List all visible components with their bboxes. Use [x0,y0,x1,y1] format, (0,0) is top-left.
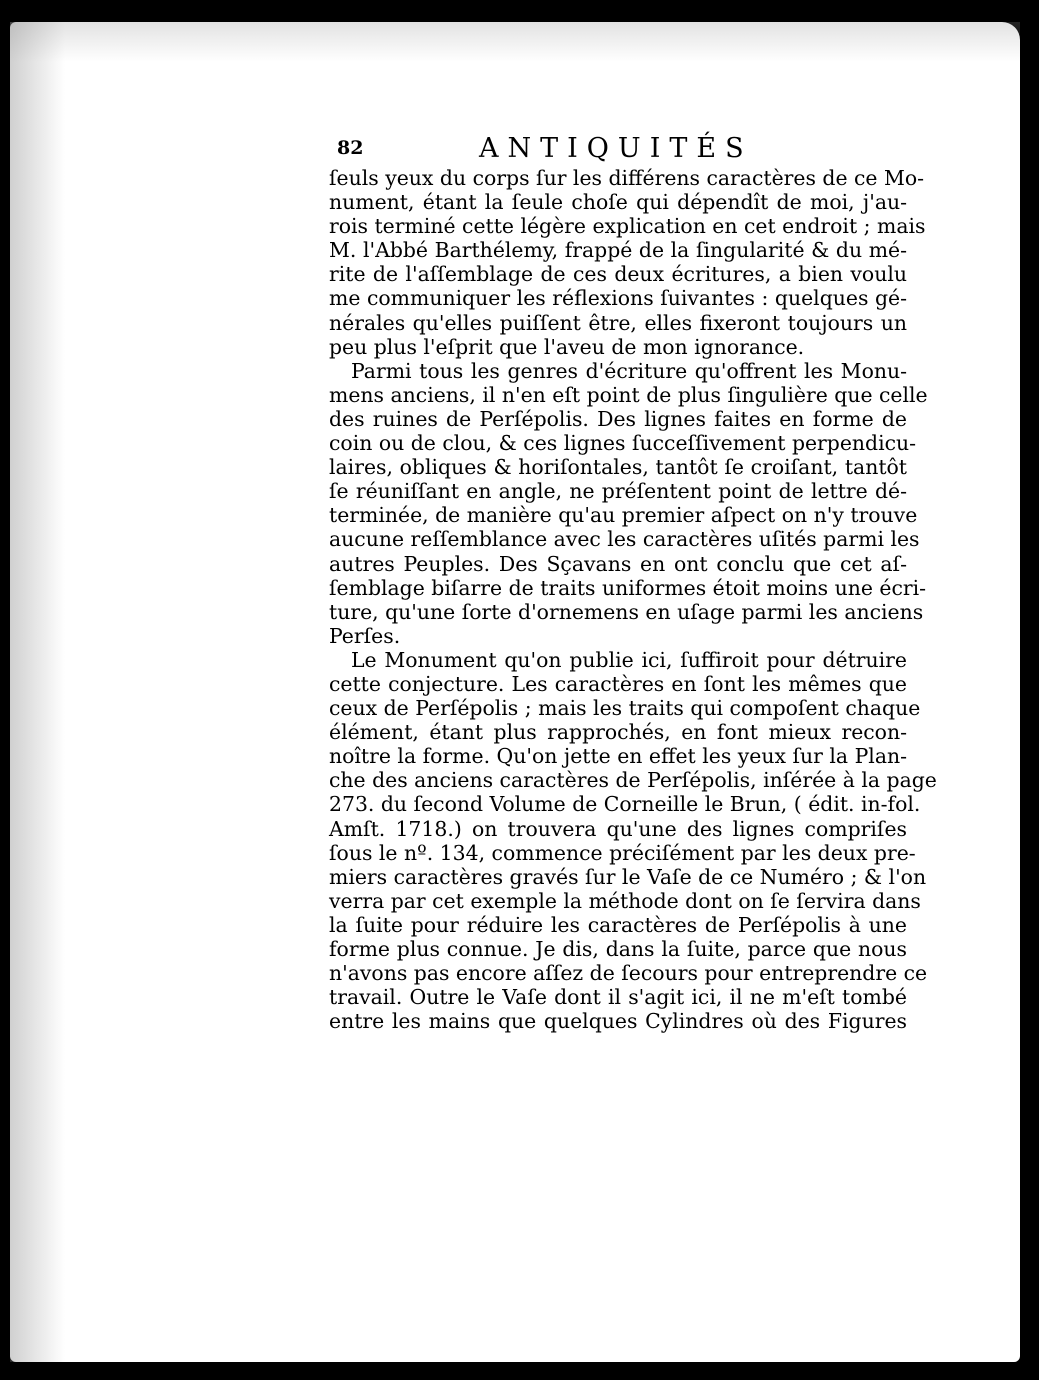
text-line: ſous le nº. 134, commence préciſément par les deux pre- [329,840,916,865]
text-line: forme plus connue. Je dis, dans la ſuite, parce que nous [329,937,907,961]
text-line: ſe réuniſſant en angle, ne préſentent point de lettre dé- [329,479,907,504]
text-line: rois terminé cette légère explication en cet endroit ; mais [329,214,926,239]
text-line: M. l'Abbé Barthélemy, frappé de la ſingularité & du mé- [329,238,907,263]
text-line: ceux de Perſépolis ; mais les traits qui compoſent chaque [329,696,921,721]
text-line: laires, obliques & horiſontales, tantôt ſe croiſant, tantôt [329,455,907,480]
text-line: Perſes. [329,623,401,648]
text-line: ſemblage biſarre de traits uniformes étoit moins une écri- [329,575,927,600]
scan-shadow-left [10,22,65,1362]
text-line: autres Peuples. Des Sçavans en ont conclu que cet aſ- [329,551,907,576]
scan-shadow-top [10,22,1020,62]
text-line: Parmi tous les genres d'écriture qu'offrent les Monu- [351,358,907,383]
text-line: n'avons pas encore aſſez de ſecours pour entreprendre ce [329,961,928,986]
text-line: élément, étant plus rapprochés, en font mieux recon- [329,720,907,745]
text-line: mens anciens, il n'en eſt point de plus ſingulière que celle [329,382,928,407]
text-line: rite de l'aſſemblage de ces deux écritures, a bien voulu [329,262,907,287]
text-line: entre les mains que quelques Cylindres où des Figures [329,1009,907,1034]
text-line: me communiquer les réflexions ſuivantes : quelques gé- [329,286,907,311]
body-text [329,166,937,1034]
text-line: coin ou de clou, & ces lignes ſucceſſivement perpendicu- [329,431,917,456]
text-line: Le Monument qu'on publie ici, ſuffiroit pour détruire [351,647,907,672]
text-line: ſeuls yeux du corps ſur les différens caractères de ce Mo- [329,166,925,190]
text-line: aucune reſſemblance avec les caractères uſités parmi les [329,527,920,552]
text-line: la ſuite pour réduire les caractères de Perſépolis à une [329,912,907,937]
text-line: cette conjecture. Les caractères en ſont les mêmes que [329,671,907,696]
text-line: ture, qu'une ſorte d'ornemens en uſage parmi les anciens [329,599,924,624]
text-line: terminée, de manière qu'au premier aſpect on n'y trouve [329,503,918,528]
text-line: 273. du ſecond Volume de Corneille le Brun, ( édit. in-fol. [329,792,921,817]
text-line: nument, étant la ſeule choſe qui dépendît de moi, j'au- [329,190,907,215]
text-line: verra par cet exemple la méthode dont on ſe ſervira dans [329,888,921,913]
text-line: travail. Outre le Vaſe dont il s'agit ici, il ne m'eſt tombé [329,985,907,1010]
text-line: Amſt. 1718.) on trouvera qu'une des lignes compriſes [329,816,907,841]
text-line: che des anciens caractères de Perſépolis, inſérée à la page [329,768,937,793]
running-title: ANTIQUITÉS [479,133,753,164]
page-header [337,133,777,167]
text-line: miers caractères gravés ſur le Vaſe de ce Numéro ; & l'on [329,864,927,889]
text-line: des ruines de Perſépolis. Des lignes faites en forme de [329,406,907,431]
text-line: nérales qu'elles puiſſent être, elles fixeront toujours un [329,310,907,335]
text-line: peu plus l'eſprit que l'aveu de mon ignorance. [329,334,805,359]
text-line: noître la forme. Qu'on jette en effet les yeux ſur la Plan- [329,744,907,769]
page-number: 82 [337,137,364,159]
